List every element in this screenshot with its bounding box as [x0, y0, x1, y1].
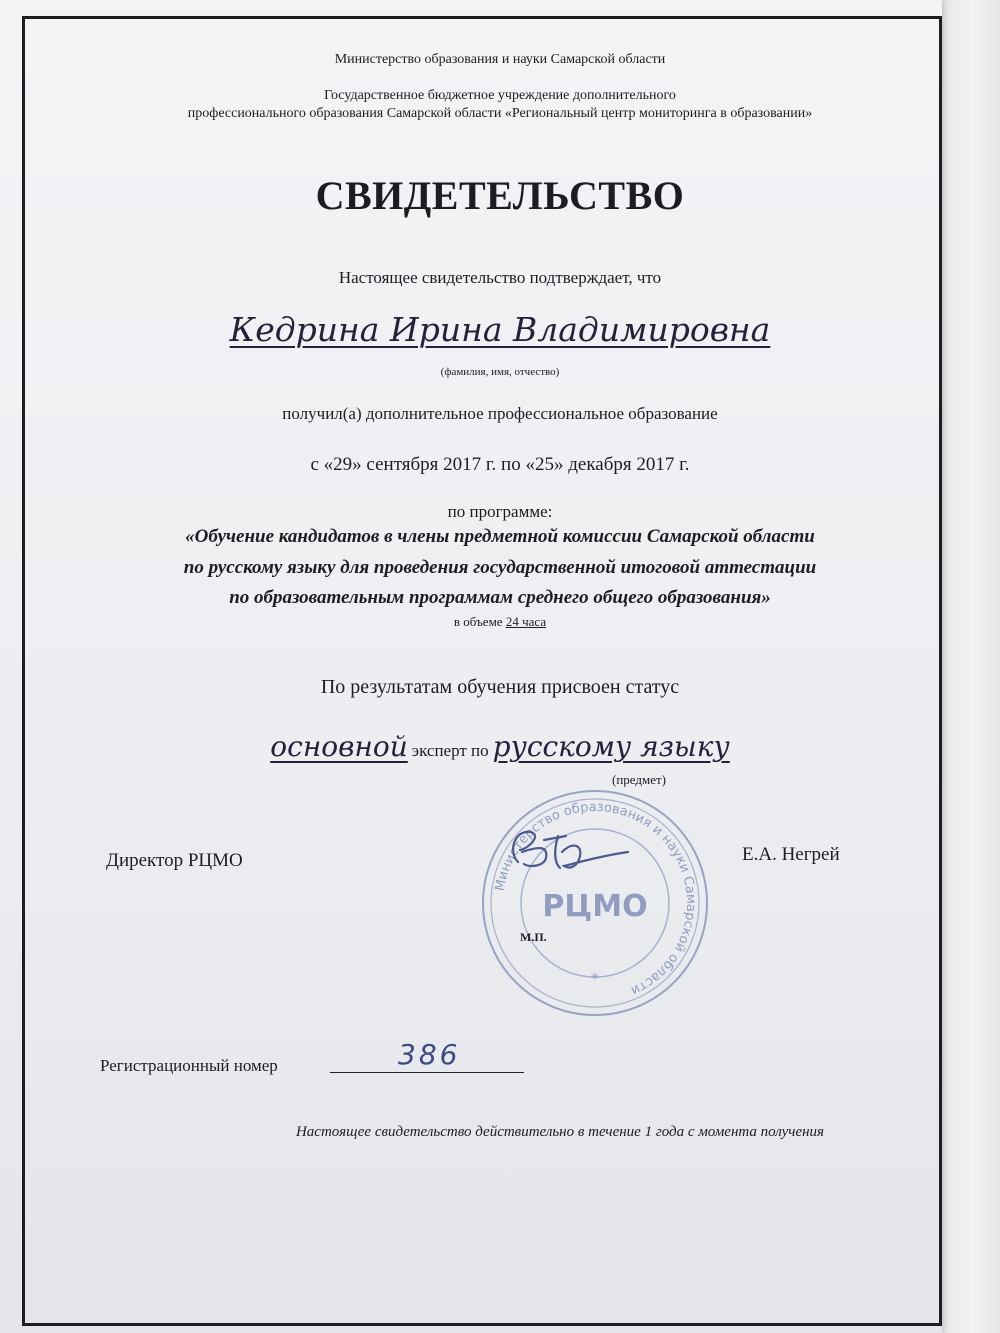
seal-mark: М.П. [520, 930, 547, 944]
program-line-3: по образовательным программам среднего общего образования» [229, 587, 771, 608]
director-signature [500, 822, 640, 882]
status-line [0, 730, 1000, 763]
received-text: получил(а) дополнительное профессиональное образование [282, 404, 718, 423]
director-title: Директор РЦМО [106, 850, 243, 871]
registration-number: 386 [398, 1038, 461, 1071]
volume-prefix: в объеме [453, 614, 503, 629]
svg-text:*: * [591, 969, 599, 988]
stamp-center-text: РЦМО [542, 889, 648, 924]
program-intro: по программе: [447, 502, 553, 521]
status-level: основной [270, 730, 408, 763]
institution-line-1: Государственное бюджетное учреждение дополнительного [324, 88, 676, 103]
recipient-caption: (фамилия, имя, отчество) [440, 366, 560, 378]
subject-caption: (предмет) [612, 772, 667, 787]
validity-note: Настоящее свидетельство действительно в течение 1 года с момента получения [295, 1124, 825, 1140]
stamp-ring-text: Министерство образования и науки Самарской области [492, 799, 699, 999]
certificate-title: СВИДЕТЕЛЬСТВО [315, 173, 685, 218]
status-middle: эксперт по [411, 741, 489, 760]
registration-label: Регистрационный номер [100, 1056, 278, 1075]
director-name: Е.А. Негрей [742, 844, 840, 865]
study-period: с «29» сентября 2017 г. по «25» декабря 2017 г. [310, 454, 690, 475]
recipient-name: Кедрина Ирина Владимировна [229, 310, 771, 349]
status-subject: русскому языку [492, 730, 730, 763]
program-volume [0, 614, 1000, 630]
confirm-text: Настоящее свидетельство подтверждает, что [338, 268, 662, 287]
status-intro: По результатам обучения присвоен статус [320, 676, 680, 698]
institution-line-2: профессионального образования Самарской области «Региональный центр мониторинга в образовании» [187, 106, 813, 121]
program-line-2: по русскому языку для проведения государственной итоговой аттестации [183, 557, 817, 578]
registration-line [330, 1072, 524, 1073]
volume-value: 24 часа [505, 614, 547, 629]
ministry-line: Министерство образования и науки Самарской области [334, 52, 666, 67]
program-line-1: «Обучение кандидатов в члены предметной комиссии Самарской области [185, 526, 815, 547]
